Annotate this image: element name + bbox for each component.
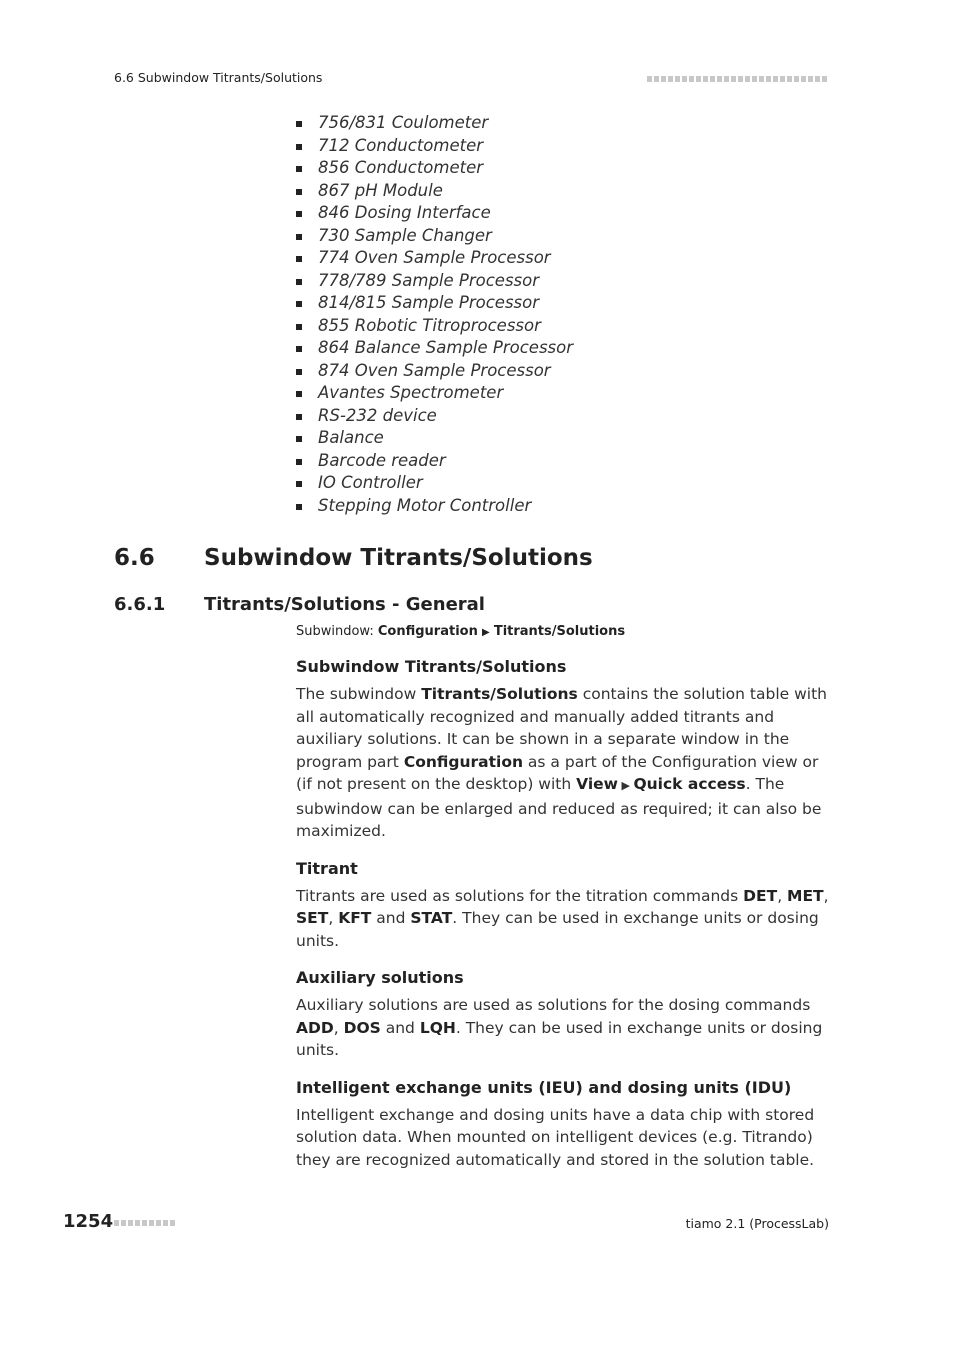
bullet-icon (296, 414, 302, 420)
arrow-right-icon: ▶ (617, 779, 634, 792)
block-heading: Auxiliary solutions (296, 968, 464, 987)
list-item: 774 Oven Sample Processor (296, 247, 573, 270)
bullet-icon (296, 301, 302, 307)
bullet-icon (296, 166, 302, 172)
footer-product: tiamo 2.1 (ProcessLab) (685, 1216, 829, 1231)
list-item: 814/815 Sample Processor (296, 292, 573, 315)
footer-dot-bar (114, 1220, 175, 1226)
list-item: 874 Oven Sample Processor (296, 360, 573, 383)
list-item: 867 pH Module (296, 180, 573, 203)
list-item: 756/831 Coulometer (296, 112, 573, 135)
bullet-icon (296, 234, 302, 240)
arrow-right-icon: ▶ (481, 627, 490, 638)
running-header: 6.6 Subwindow Titrants/Solutions (114, 70, 323, 85)
list-item: 846 Dosing Interface (296, 202, 573, 225)
list-item: 855 Robotic Titroprocessor (296, 315, 573, 338)
bullet-icon (296, 279, 302, 285)
section-number: 6.6 (114, 545, 155, 571)
bullet-icon (296, 189, 302, 195)
list-item: 856 Conductometer (296, 157, 573, 180)
bullet-icon (296, 436, 302, 442)
bullet-icon (296, 504, 302, 510)
device-list (296, 112, 573, 517)
list-item: 712 Conductometer (296, 135, 573, 158)
section-title: Subwindow Titrants/Solutions (204, 545, 593, 571)
bullet-icon (296, 391, 302, 397)
subwindow-block (296, 655, 832, 843)
list-item: Avantes Spectrometer (296, 382, 573, 405)
bullet-icon (296, 459, 302, 465)
subsection-number: 6.6.1 (114, 594, 166, 615)
bullet-icon (296, 346, 302, 352)
auxiliary-block (296, 966, 832, 1062)
bullet-icon (296, 121, 302, 127)
bullet-icon (296, 211, 302, 217)
list-item: Barcode reader (296, 450, 573, 473)
breadcrumb-titrants-solutions: Titrants/Solutions (493, 624, 626, 639)
block-paragraph: Intelligent exchange and dosing units have a data chip with stored solution data. When mounted on intelligent devices (e.g. Titrando) they are recognized automatically and stored in the solution table. (296, 1105, 815, 1169)
block-heading: Titrant (296, 858, 358, 878)
page-number: 1254 (63, 1211, 114, 1232)
main-content (296, 655, 832, 1185)
list-item: RS-232 device (296, 405, 573, 428)
list-item: Balance (296, 427, 573, 450)
subsection-title: Titrants/Solutions - General (204, 594, 485, 615)
block-paragraph: Titrants are used as solutions for the titration commands DET, MET, SET, KFT and STAT. They can be used in exchange units or dosing units. (296, 886, 829, 950)
bullet-icon (296, 256, 302, 262)
bullet-icon (296, 369, 302, 375)
breadcrumb: Subwindow: Configuration ▶ Titrants/Solutions (296, 624, 626, 639)
bullet-icon (296, 481, 302, 487)
list-item: IO Controller (296, 472, 573, 495)
block-heading: Subwindow Titrants/Solutions (296, 657, 567, 676)
block-paragraph: The subwindow Titrants/Solutions contains the solution table with all automatically recognized and manually added titrants and auxiliary solutions. It can be shown in a separate window in the program part Configuration as a part of the Configuration view or (if not present on the desktop) with View ▶ Quick access. The subwindow can be enlarged and reduced as required; it can also be maximized. (296, 685, 827, 840)
block-paragraph: Auxiliary solutions are used as solutions for the dosing commands ADD, DOS and LQH. They can be used in exchange units or dosing units. (296, 996, 823, 1059)
titrant-block (296, 857, 832, 953)
bullet-icon (296, 144, 302, 150)
breadcrumb-configuration: Configuration (377, 624, 478, 639)
list-item: 864 Balance Sample Processor (296, 337, 573, 360)
list-item: 778/789 Sample Processor (296, 270, 573, 293)
bullet-icon (296, 324, 302, 330)
block-heading: Intelligent exchange units (IEU) and dosing units (IDU) (296, 1077, 792, 1097)
list-item: 730 Sample Changer (296, 225, 573, 248)
list-item: Stepping Motor Controller (296, 495, 573, 518)
header-dot-bar (647, 76, 827, 82)
intelligent-units-block (296, 1076, 832, 1172)
